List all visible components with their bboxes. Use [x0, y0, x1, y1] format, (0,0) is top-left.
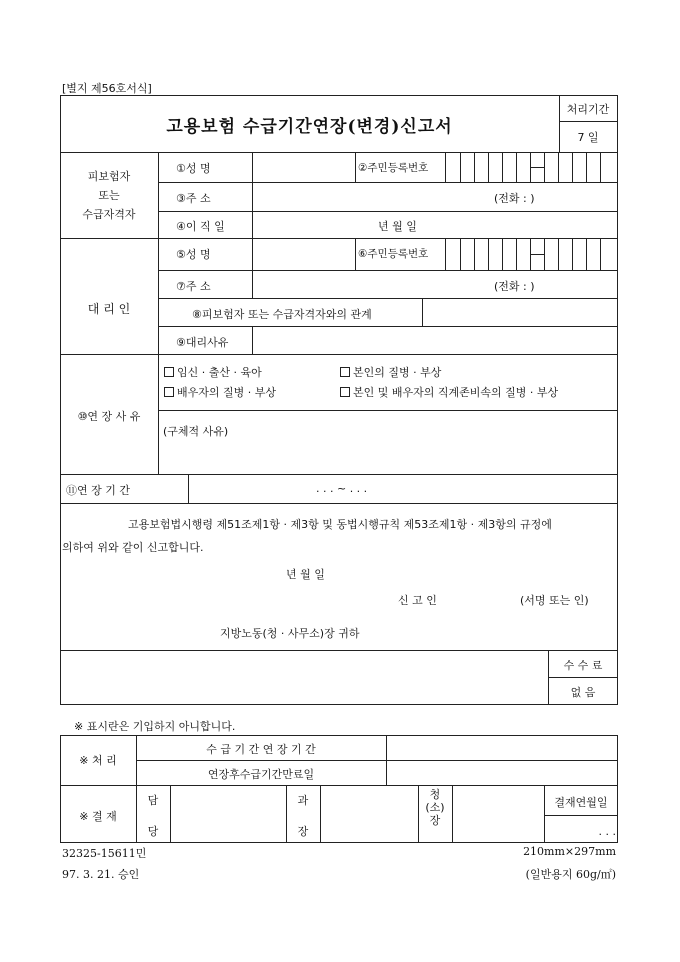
agent-name-label: ⑤성 명: [176, 248, 211, 261]
addressee: 지방노동(청 · 사무소)장 귀하: [220, 627, 360, 640]
approval-date-value[interactable]: . . .: [598, 825, 616, 838]
option-self-illness-label: 본인의 질병 · 부상: [353, 366, 442, 379]
footer-approval: 97. 3. 21. 승인: [62, 868, 140, 881]
declaration-text-line2: 의하여 위와 같이 신고합니다.: [62, 541, 204, 554]
manager-sign-field[interactable]: [321, 786, 418, 842]
agent-group-label: 대 리 인: [87, 302, 131, 316]
specific-reason-label: (구체적 사유): [163, 425, 229, 438]
director-sign-field[interactable]: [453, 786, 544, 842]
insured-group-label-3: 수급자격자: [82, 208, 136, 221]
staff-label-top: 담: [147, 794, 159, 807]
extension-period-value[interactable]: . . . ~ . . .: [316, 482, 368, 495]
declaration-date[interactable]: 년 월 일: [286, 568, 325, 581]
reporter-label: 신 고 인: [398, 594, 437, 607]
insured-rrn-label: ②주민등록번호: [358, 162, 429, 174]
insured-leave-date[interactable]: 년 월 일: [378, 220, 417, 233]
process-row-extension-period: 수 급 기 간 연 장 기 간: [206, 743, 316, 756]
staff-sign-field[interactable]: [171, 786, 286, 842]
extension-period-label: ⑪연 장 기 간: [66, 484, 130, 497]
fee-value: 없 음: [570, 686, 596, 699]
footer-code: 32325-15611민: [62, 847, 147, 860]
option-spouse-illness[interactable]: [164, 384, 276, 400]
agent-reason-label: ⑨대리사유: [176, 336, 229, 349]
option-family-illness[interactable]: [340, 384, 558, 400]
declaration-text-line1: 고용보험법시행령 제51조제1항 · 제3항 및 동법시행규칙 제53조제1항 · 제3항의 규정에: [128, 518, 552, 531]
approval-date-label: 결재연월일: [554, 796, 608, 809]
agent-address-field[interactable]: [253, 271, 617, 297]
insured-group-label-2: 또는: [98, 189, 120, 202]
insured-name-label: ①성 명: [176, 162, 211, 175]
agent-phone: (전화 : ): [494, 280, 535, 293]
form-number: [별지 제56호서식]: [62, 82, 152, 95]
option-pregnancy[interactable]: [164, 364, 262, 380]
option-spouse-illness-label: 배우자의 질병 · 부상: [177, 386, 276, 399]
option-pregnancy-label: 임신 · 출산 · 육아: [177, 366, 262, 379]
insured-phone: (전화 : ): [494, 192, 535, 205]
form-title: 고용보험 수급기간연장(변경)신고서: [166, 117, 453, 137]
footer-size: 210mm×297mm: [523, 845, 616, 858]
agent-reason-field[interactable]: [253, 327, 617, 353]
checkbox-icon[interactable]: [164, 367, 174, 377]
signature-label[interactable]: (서명 또는 인): [520, 594, 589, 607]
insured-address-field[interactable]: [253, 183, 617, 210]
approval-label: ※ 결 재: [79, 810, 117, 823]
agent-name-field[interactable]: [253, 239, 354, 269]
staff-label-bottom: 당: [147, 825, 159, 838]
option-family-illness-label: 본인 및 배우자의 직계존비속의 질병 · 부상: [353, 386, 559, 399]
insured-address-label: ③주 소: [176, 192, 211, 205]
processing-period-label: 처리기간: [566, 103, 610, 116]
checkbox-icon[interactable]: [164, 387, 174, 397]
option-self-illness[interactable]: [340, 364, 441, 380]
processing-period-value: 7 일: [577, 131, 599, 144]
manager-label-bottom: 장: [297, 825, 309, 838]
fee-label: 수 수 료: [563, 659, 603, 672]
checkbox-icon[interactable]: [340, 367, 350, 377]
insured-leave-label: ④이 직 일: [176, 220, 225, 233]
process-expiry-date-field[interactable]: [387, 761, 617, 784]
agent-relation-field[interactable]: [423, 299, 617, 325]
extension-reason-label: ⑩연 장 사 유: [77, 410, 141, 423]
process-extension-period-field[interactable]: [387, 736, 617, 759]
office-note: ※ 표시란은 기입하지 아니합니다.: [74, 720, 236, 733]
director-label: 청 (소) 장: [425, 788, 445, 827]
specific-reason-field[interactable]: [159, 438, 617, 473]
checkbox-icon[interactable]: [340, 387, 350, 397]
agent-address-label: ⑦주 소: [176, 280, 211, 293]
insured-name-field[interactable]: [253, 153, 354, 181]
footer-paper: (일반용지 60g/㎡): [525, 868, 616, 881]
manager-label-top: 과: [297, 794, 309, 807]
agent-relation-label: ⑧피보험자 또는 수급자격자와의 관계: [192, 308, 372, 321]
insured-group-label-1: 피보험자: [87, 170, 131, 183]
process-row-expiry-date: 연장후수급기간만료일: [207, 768, 315, 781]
agent-rrn-label: ⑥주민등록번호: [358, 248, 429, 260]
process-label: ※ 처 리: [79, 754, 117, 767]
